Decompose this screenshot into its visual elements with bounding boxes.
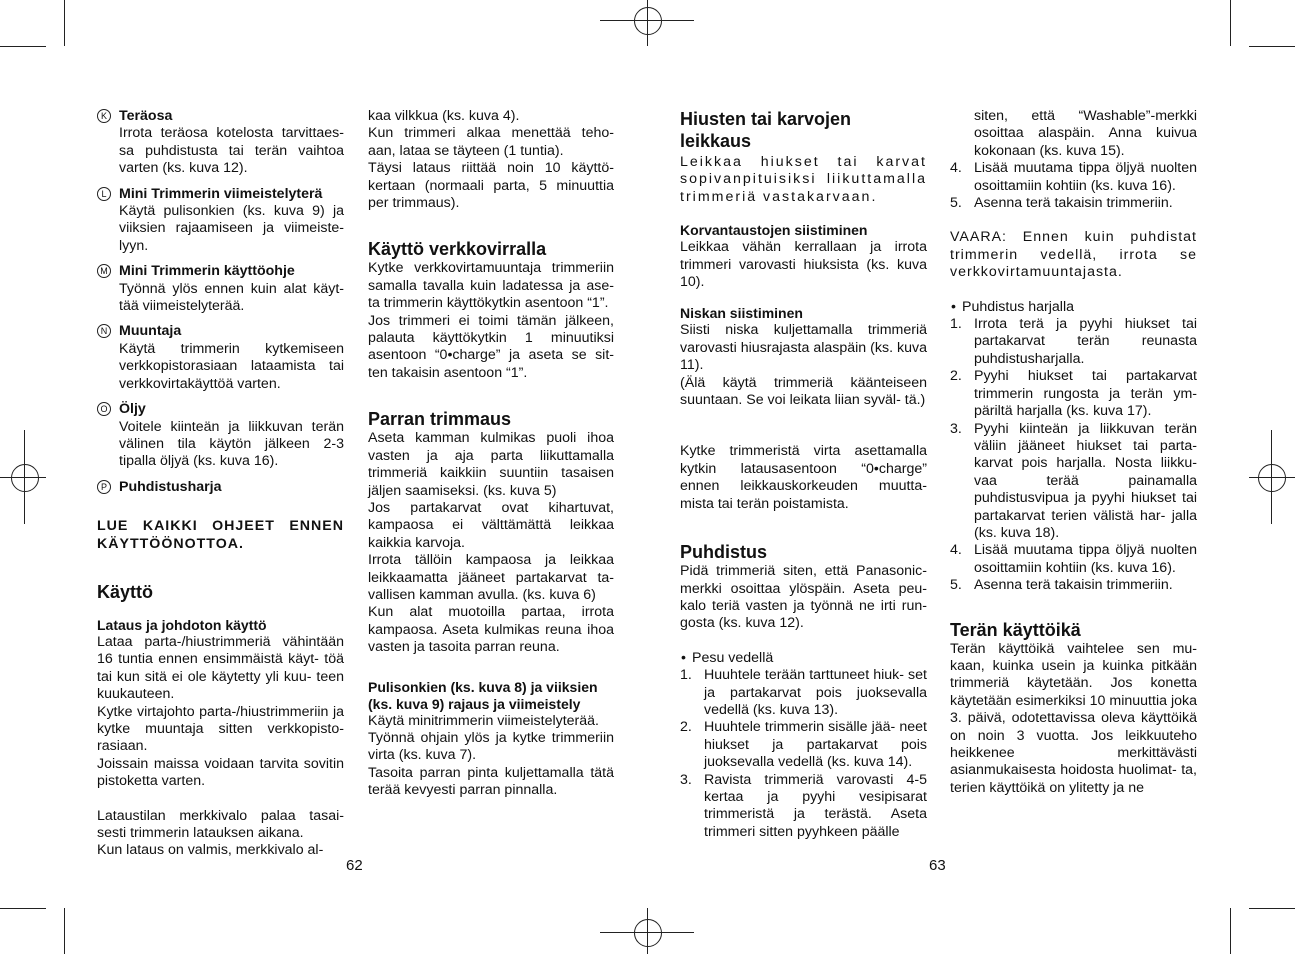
step-text: Asenna terä takaisin trimmeriin. — [974, 577, 1173, 594]
danger-note: VAARA: Ennen kuin puhdistat trimmerin vedellä, irrota se verkkovirtamuuntajasta. — [950, 229, 1197, 281]
paragraph: Lataustilan merkkivalo palaa tasai- sesti trimmerin latauksen aikana. — [97, 807, 344, 841]
heading-hiusten-leikkaus: Hiusten tai karvojen leikkaus — [680, 109, 852, 151]
bullet-text: Puhdistus harjalla — [962, 298, 1074, 315]
paragraph: Työnnä ohjain ylös ja kytke trimmeriin virta (ks. kuva 7). — [368, 729, 614, 764]
paragraph: (Älä käytä trimmeriä käänteiseen suuntaan. Se voi leikata liian syväl- tä.) — [680, 374, 927, 409]
paragraph: siten, että “Washable”-merkki osoittaa alaspäin. Anna kuivua kokonaan (ks. kuva 15). — [974, 108, 1197, 159]
step-item — [950, 577, 1197, 594]
step-text: Irrota terä ja pyyhi hiukset tai partakarvat terän reunasta puhdistusharjalla. — [974, 316, 1197, 367]
part-letter: M — [97, 264, 111, 278]
step-number: 4. — [950, 542, 962, 559]
step-text: Asenna terä takaisin trimmeriin. — [974, 195, 1173, 212]
paragraph: Leikkaa vähän kerrallaan ja irrota trimmeri varovasti hiuksista (ks. kuva 10). — [680, 239, 927, 291]
subheading-niska: Niskan siistiminen — [680, 305, 803, 322]
step-item — [680, 772, 927, 842]
paragraph: Täysi lataus riittää noin 10 käyttö- kertaan (normaali parta, 5 minuuttia per trimmaus). — [368, 160, 614, 212]
part-title: Teräosa — [119, 108, 173, 124]
step-number: 3. — [950, 420, 962, 437]
step-text: Pyyhi kiinteän ja liikkuvan terän väliin jääneet hiukset tai parta- karvat pois harjalla. Nosta liikku- vaa terää painamalla puhdistusvipua ja pyyhi hiukset tai partakarvat terien välistä har- jalla (ks. kuva 18). — [974, 420, 1197, 541]
paragraph: Jos trimmeri ei toimi tämän jälkeen, palauta käyttökytkin 1 minuutiksi asentoon “0•charge” ja aseta se sit- ten takaisin asentoon “1”. — [368, 312, 614, 381]
bullet-text: Pesu vedellä — [692, 649, 774, 666]
step-item — [950, 421, 1197, 543]
page-number-left: 62 — [346, 857, 363, 874]
part-item — [97, 479, 344, 496]
step-text: Pyyhi hiukset tai partakarvat trimmerin rungosta ja terän ym- päriltä harjalla (ks. kuva 17). — [974, 368, 1197, 420]
step-item — [950, 542, 1197, 577]
part-item — [97, 186, 344, 256]
step-item — [680, 667, 927, 719]
paragraph: Joissain maissa voidaan tarvita sovitin pistoketta varten. — [97, 755, 344, 790]
step-number: 5. — [950, 577, 962, 594]
step-number: 4. — [950, 160, 962, 177]
paragraph: Pidä trimmeriä siten, että Panasonic- merkki osoittaa ylöspäin. Aseta peu- kalo teriä vasten ja työnnä ne irti run- gosta (ks. kuva 12). — [680, 563, 927, 632]
paragraph: Kytke virtajohto parta-/hiustrimmeriin ja kytke muuntaja sitten verkkopisto- rasiaan. — [97, 703, 344, 755]
step-number: 1. — [950, 316, 962, 333]
step-text: Lisää muutama tippa öljyä nuolten osoittamiin kohtiin (ks. kuva 16). — [974, 160, 1197, 194]
step-item — [680, 719, 927, 771]
part-item — [97, 263, 344, 315]
paragraph: Käytä minitrimmerin viimeistelyterää. — [368, 712, 599, 729]
part-body: Käytä pulisonkien (ks. kuva 9) ja viiksien rajaamiseen ja viimeiste- lyyn. — [119, 203, 344, 254]
column-2 — [368, 108, 614, 800]
paragraph: Irrota tällöin kampaosa ja leikkaa leikkaamatta jääneet partakarvat ta- vallisen kamman avulla. (ks. kuva 6) — [368, 552, 614, 603]
part-body: Käytä trimmerin kytkemiseen verkkopistorasiaan lataamista tai verkkovirtakäyttöä varten. — [119, 340, 344, 392]
part-item — [97, 323, 344, 393]
part-title: Öljy — [119, 401, 146, 418]
part-title: Mini Trimmerin viimeistelyterä — [119, 185, 323, 202]
step-number: 3. — [680, 771, 692, 788]
part-letter: O — [97, 402, 111, 416]
bullet-item: • Pesu vedellä — [681, 649, 774, 666]
paragraph: Kun alat muotoilla partaa, irrota kampaosa. Aseta kulmikas reuna ihoa vasten ja tasoita parran reuna. — [368, 604, 614, 656]
part-title: Puhdistusharja — [119, 478, 222, 495]
page-number-right: 63 — [929, 857, 946, 874]
paragraph: Jos partakarvat ovat kihartuvat, kampaosa ei välttämättä leikkaa kaikkia karvoja. — [368, 499, 614, 551]
column-3 — [680, 108, 927, 841]
step-number: 2. — [950, 368, 962, 385]
paragraph: Kytke verkkovirtamuuntaja trimmeriin samalla tavalla kuin ladatessa ja ase- ta trimmerin käyttökytkin asentoon “1”. — [368, 260, 614, 312]
heading-parran-trimmaus: Parran trimmaus — [368, 409, 512, 430]
part-body: Voitele kiinteän ja liikkuvan terän välinen tila käytön jälkeen 2-3 tipalla öljyä (ks. kuva 16). — [119, 418, 344, 470]
paragraph: Terän käyttöikä vaihtelee sen mu- kaan, kuinka usein ja kuinka pitkään trimmeriä käytetään. Jos konetta käytetään esimerkiksi 10 minuuttia joka 3. päivä, odotettavissa oleva käyttöikä on noin 3 vuotta. Jos leikkuuteho heikkenee merkittävästi asianmukaisesta hoidosta huolimat- ta, terien käyttöikä on ylitetty ja ne — [950, 640, 1197, 796]
paragraph: Kun lataus on valmis, merkkivalo al- — [97, 842, 324, 859]
part-letter: K — [97, 109, 111, 123]
step-item — [950, 160, 1197, 195]
step-text: Lisää muutama tippa öljyä nuolten osoittamiin kohtiin (ks. kuva 16). — [974, 542, 1197, 576]
step-item — [950, 368, 1197, 420]
paragraph: Kytke trimmeristä virta asettamalla kytkin latausasentoon “0•charge” ennen leikkauskorkeuden muutta- mista tai terän poistamista. — [680, 443, 927, 512]
step-number: 5. — [950, 195, 962, 212]
paragraph: Lataa parta-/hiustrimmeriä vähintään 16 tuntia ennen ensimmäistä käyt- töä tai kun sitä ei ole käytetty yli kuu- teen kuukauteen. — [97, 633, 344, 703]
part-title: Mini Trimmerin käyttöohje — [119, 263, 295, 280]
heading-teran-kayttoika: Terän käyttöikä — [950, 619, 1081, 640]
part-title: Muuntaja — [119, 323, 182, 340]
step-number: 1. — [680, 667, 692, 684]
paragraph: Aseta kamman kulmikas puoli ihoa vasten ja aja parta liikuttamalla trimmeriä kaikkiin suuntiin tasaisen jäljen saamiseksi. (ks. kuva 5) — [368, 430, 614, 499]
paragraph: Tasoita parran pinta kuljettamalla tätä terää kevyesti parran pinnalla. — [368, 764, 614, 799]
paragraph: Siisti niska kuljettamalla trimmeriä varovasti hiusrajasta alaspäin (ks. kuva 11). — [680, 322, 927, 374]
step-text: Ravista trimmeriä varovasti 4-5 kertaa ja pyyhi vesipisarat trimmeristä ja terästä. Aseta trimmeri sitten pyyhkeen päälle — [704, 771, 927, 840]
column-1 — [97, 108, 344, 860]
part-letter: L — [97, 187, 111, 201]
heading-verkkovirta: Käyttö verkkovirralla — [368, 239, 547, 260]
part-letter: N — [97, 324, 111, 338]
warning-text: LUE KAIKKI OHJEET ENNEN KÄYTTÖÖNOTTOA. — [97, 518, 344, 552]
step-item — [950, 316, 1197, 368]
subheading-korvantaus: Korvantaustojen siistiminen — [680, 222, 868, 239]
part-body: Työnnä ylös ennen kuin alat käyt- tää viimeistelyterää. — [119, 280, 344, 315]
part-item — [97, 401, 344, 471]
part-body: Irrota teräosa kotelosta tarvittaes- sa puhdistusta tai terän vaihtoa varten (ks. kuva 12). — [119, 125, 344, 177]
part-item — [97, 108, 344, 178]
step-text: Huuhtele terään tarttuneet hiuk- set ja partakarvat pois juoksevalla vedellä (ks. kuva 13). — [704, 667, 927, 718]
heading-puhdistus: Puhdistus — [680, 542, 768, 563]
step-number: 2. — [680, 719, 692, 736]
bullet-item: • Puhdistus harjalla — [951, 298, 1074, 315]
paragraph: kaa vilkkua (ks. kuva 4). — [368, 108, 520, 124]
step-text: Huuhtele trimmerin sisälle jää- neet hiukset ja partakarvat pois juoksevalla vedellä (ks. kuva 14). — [704, 719, 927, 771]
paragraph: Kun trimmeri alkaa menettää teho- aan, lataa se täyteen (1 tuntia). — [368, 125, 614, 159]
part-letter: P — [97, 480, 111, 494]
step-item — [950, 195, 1197, 212]
paragraph: Leikkaa hiukset tai karvat sopivanpituisiksi liikuttamalla trimmeriä vastakarvaan. — [680, 154, 927, 205]
subheading-pulisongit: Pulisonkien (ks. kuva 8) ja viiksien (ks. kuva 9) rajaus ja viimeistely — [368, 678, 598, 712]
heading-kaytto: Käyttö — [97, 581, 154, 602]
column-4 — [950, 108, 1197, 797]
subheading-lataus: Lataus ja johdoton käyttö — [97, 616, 267, 633]
